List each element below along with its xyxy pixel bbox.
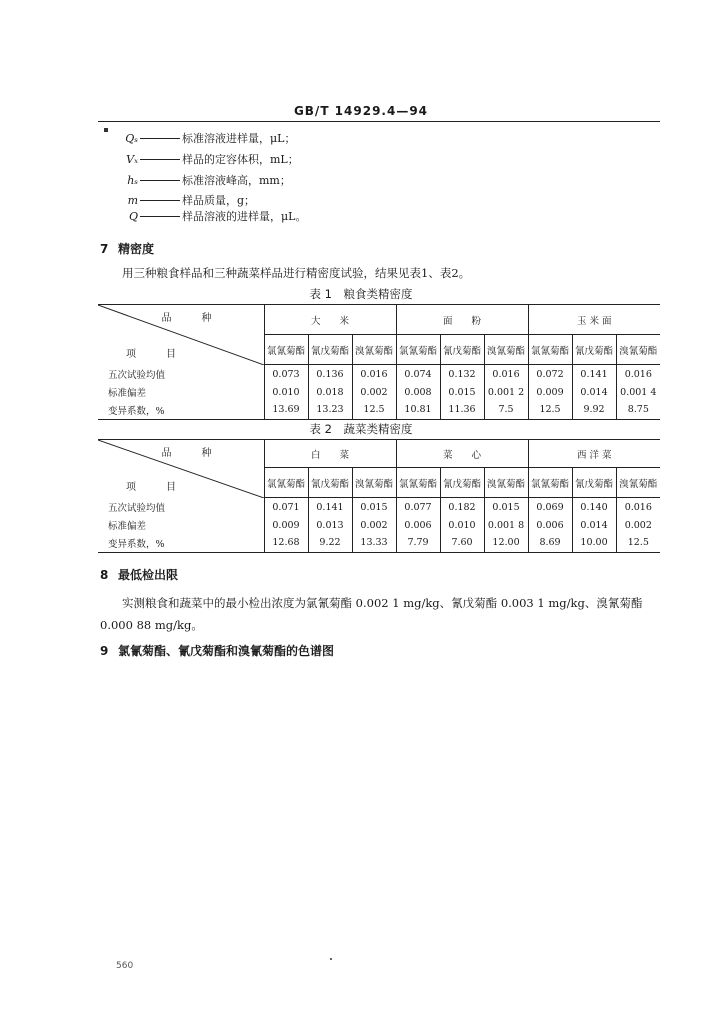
compound-header: 氰戊菊酯: [308, 335, 352, 365]
section-7-paragraph: 用三种粮食样品和三种蔬菜样品进行精密度试验，结果见表1、表2。: [122, 266, 471, 280]
table-cell: 0.132: [440, 365, 484, 384]
compound-header: 氰戊菊酯: [308, 468, 352, 498]
row-label: 五次试验均值: [108, 370, 166, 381]
table-cell: 12.00: [484, 534, 528, 553]
table-cell: 13.33: [352, 534, 396, 553]
table-row: [98, 365, 660, 384]
table-2-caption: 表 2 蔬菜类精密度: [309, 422, 413, 436]
table-cell: 0.002: [352, 517, 396, 534]
symbol-desc: 样品溶液的进样量，μL。: [182, 210, 307, 223]
compound-header: 溴氰菊酯: [484, 335, 528, 365]
compound-header: 氯氰菊酯: [528, 468, 572, 498]
compound-header: 溴氰菊酯: [352, 468, 396, 498]
group-header: 玉 米 面: [528, 305, 660, 335]
table-cell: 9.92: [572, 401, 616, 420]
compound-header: 氰戊菊酯: [572, 468, 616, 498]
table-cell: 10.81: [396, 401, 440, 420]
table-cell: 8.69: [528, 534, 572, 553]
corner-bottom-label: 项 目: [126, 348, 186, 360]
table-cell: 13.23: [308, 401, 352, 420]
stray-mark: [330, 958, 332, 960]
section-title: 氯氰菊酯、氰戊菊酯和溴氰菊酯的色谱图: [118, 644, 335, 658]
group-header: 白 菜: [264, 440, 396, 468]
table-cell: 12.5: [616, 534, 660, 553]
header-rule: [98, 121, 660, 122]
table-cell: 7.79: [396, 534, 440, 553]
table-cell: 0.015: [440, 384, 484, 401]
table-cell: 0.141: [308, 498, 352, 517]
section-8-paragraph: 实测粮食和蔬菜中的最小检出浓度为氯氰菊酯 0.002 1 mg/kg、氰戊菊酯 0.003 1 mg/kg、溴氰菊酯 0.000 88 mg/kg。: [100, 596, 643, 632]
table-cell: 0.136: [308, 365, 352, 384]
symbol-def: [104, 150, 524, 170]
compound-header: 溴氰菊酯: [616, 468, 660, 498]
table-cell: 0.016: [352, 365, 396, 384]
group-header: 西 洋 菜: [528, 440, 660, 468]
table-cell: 0.140: [572, 498, 616, 517]
table-2: [98, 439, 660, 553]
table-cell: 0.009: [264, 517, 308, 534]
table-cell: 0.016: [616, 498, 660, 517]
table-cell: 0.072: [528, 365, 572, 384]
symbol: Qₛ: [125, 132, 138, 145]
row-label: 变异系数，%: [98, 401, 264, 420]
standard-code-header: GB/T 14929.4—94: [293, 104, 429, 118]
corner-cell: [98, 305, 264, 365]
corner-bottom-label: 项 目: [126, 481, 186, 493]
symbol-desc: 标准溶液进样量，μL；: [182, 132, 296, 145]
row-label: 五次试验均值: [108, 503, 166, 514]
symbol-desc: 标准溶液峰高，mm；: [182, 174, 291, 187]
page-number: 560: [116, 961, 134, 971]
symbol-def: [104, 171, 524, 191]
group-header: 大 米: [264, 305, 396, 335]
table-cell: 0.018: [308, 384, 352, 401]
table-1: [98, 304, 660, 420]
table-row: [98, 534, 660, 553]
section-number: 8: [100, 568, 109, 582]
table-cell: 0.002: [616, 517, 660, 534]
compound-header: 氯氰菊酯: [264, 468, 308, 498]
table-row: [98, 384, 660, 401]
table-cell: 12.68: [264, 534, 308, 553]
group-header: 菜 心: [396, 440, 528, 468]
table-cell: 7.60: [440, 534, 484, 553]
compound-header: 氯氰菊酯: [396, 468, 440, 498]
symbol: Vₓ: [126, 153, 138, 166]
compound-header: 氯氰菊酯: [264, 335, 308, 365]
symbol-def: [104, 207, 524, 227]
table-cell: 12.5: [528, 401, 572, 420]
table-cell: 0.001 4: [616, 384, 660, 401]
compound-header: 氰戊菊酯: [440, 468, 484, 498]
row-label: 标准偏差: [108, 388, 147, 399]
table-cell: 0.073: [264, 365, 308, 384]
section-7-heading: [100, 240, 154, 257]
table-cell: 11.36: [440, 401, 484, 420]
table-cell: 0.015: [484, 498, 528, 517]
section-title: 最低检出限: [118, 568, 179, 582]
table-cell: 13.69: [264, 401, 308, 420]
table-cell: 0.013: [308, 517, 352, 534]
corner-cell: [98, 440, 264, 498]
table-cell: 0.010: [264, 384, 308, 401]
table-1-caption: 表 1 粮食类精密度: [309, 287, 413, 301]
compound-header: 溴氰菊酯: [616, 335, 660, 365]
compound-header: 氰戊菊酯: [440, 335, 484, 365]
compound-header: 氰戊菊酯: [572, 335, 616, 365]
table-cell: 0.014: [572, 517, 616, 534]
table-cell: 0.002: [352, 384, 396, 401]
table-cell: 0.001 8: [484, 517, 528, 534]
compound-header: 溴氰菊酯: [352, 335, 396, 365]
table-cell: 0.006: [396, 517, 440, 534]
table-cell: 0.016: [616, 365, 660, 384]
symbol: hₛ: [127, 174, 138, 187]
table-cell: 0.182: [440, 498, 484, 517]
table-cell: 0.001 2: [484, 384, 528, 401]
symbol-def: [104, 129, 524, 149]
table-row: [98, 517, 660, 534]
symbol-desc: 样品的定容体积，mL；: [182, 153, 299, 166]
table-cell: 0.014: [572, 384, 616, 401]
section-number: 7: [100, 242, 109, 256]
compound-header: 溴氰菊酯: [484, 468, 528, 498]
row-label: 变异系数，%: [98, 534, 264, 553]
table-cell: 12.5: [352, 401, 396, 420]
table-cell: 10.00: [572, 534, 616, 553]
symbol-desc: 样品质量，g；: [182, 194, 256, 207]
section-8-heading: [100, 566, 178, 583]
section-title: 精密度: [118, 242, 155, 256]
table-cell: 0.008: [396, 384, 440, 401]
corner-top-label: 品 种: [161, 448, 222, 459]
compound-header: 氯氰菊酯: [528, 335, 572, 365]
section-9-heading: [100, 642, 334, 659]
table-cell: 0.009: [528, 384, 572, 401]
table-cell: 0.016: [484, 365, 528, 384]
table-row: [98, 498, 660, 517]
table-cell: 0.006: [528, 517, 572, 534]
symbol: Q: [128, 210, 138, 223]
corner-top-label: 品 种: [161, 313, 222, 324]
compound-header: 氯氰菊酯: [396, 335, 440, 365]
section-number: 9: [100, 644, 109, 658]
symbol: m: [127, 194, 138, 207]
table-cell: 0.077: [396, 498, 440, 517]
table-cell: 9.22: [308, 534, 352, 553]
table-cell: 7.5: [484, 401, 528, 420]
table-cell: 0.015: [352, 498, 396, 517]
table-cell: 0.074: [396, 365, 440, 384]
table-cell: 0.010: [440, 517, 484, 534]
row-label: 标准偏差: [108, 521, 147, 532]
table-cell: 0.071: [264, 498, 308, 517]
group-header: 面 粉: [396, 305, 528, 335]
table-row: [98, 401, 660, 420]
table-cell: 0.141: [572, 365, 616, 384]
table-cell: 0.069: [528, 498, 572, 517]
table-cell: 8.75: [616, 401, 660, 420]
